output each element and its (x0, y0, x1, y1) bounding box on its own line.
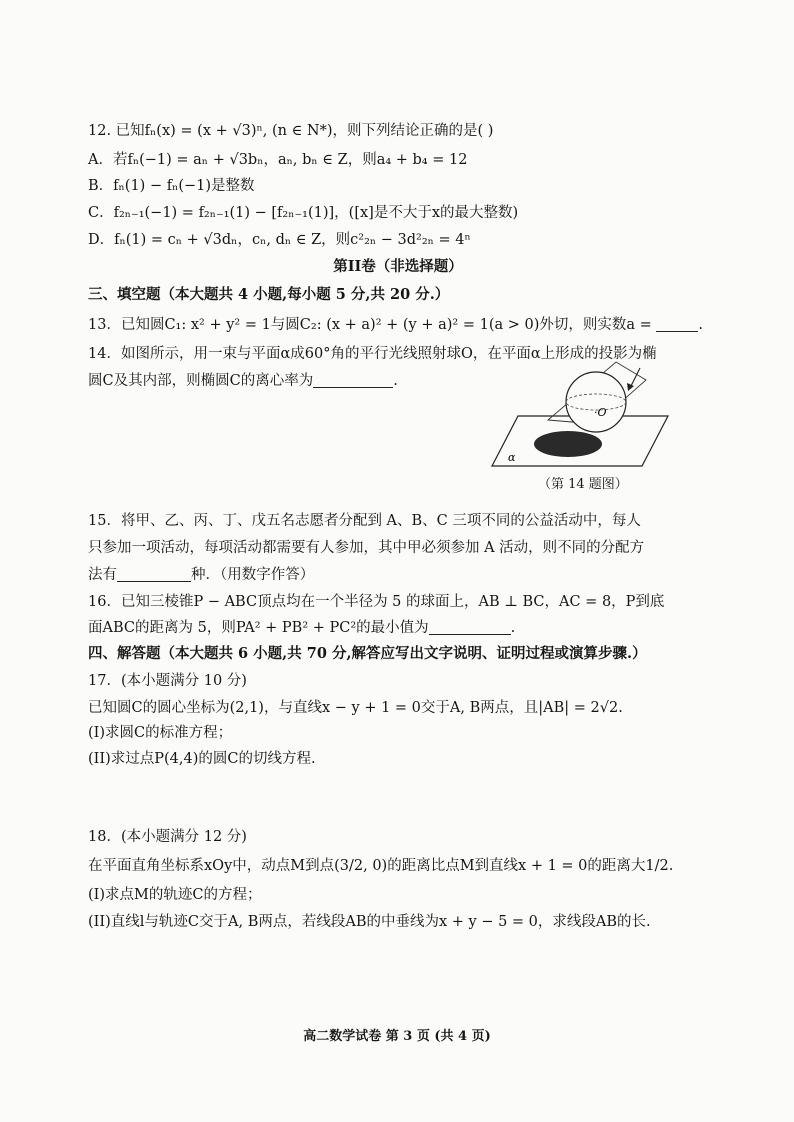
q15-post: 种．（用数字作答） (191, 567, 315, 583)
q15-answer-blank (117, 565, 191, 582)
q14-caption: （第 14 题图） (538, 477, 628, 492)
q17-part1: (I)求圆C的标准方程； (88, 725, 233, 741)
q14-figure (490, 358, 676, 478)
q16-answer-blank (429, 618, 511, 635)
q17-text: 已知圆C的圆心坐标为(2,1)，与直线x − y + 1 = 0交于A, B两点，且|AB| = 2√2. (88, 700, 623, 716)
label-alpha: α (508, 451, 516, 464)
q13-answer-blank (656, 315, 698, 332)
q17-part2: (II)求过点P(4,4)的圆C的切线方程. (88, 751, 316, 767)
q13-text (88, 314, 708, 336)
sphere (566, 372, 626, 432)
q16-end: . (510, 620, 516, 636)
q15-line3 (88, 564, 708, 586)
q14-body: 圆C及其内部，则椭圆C的离心率为 (88, 373, 314, 389)
label-o: ·O (594, 406, 607, 419)
q13-body: 13．已知圆C₁: x² + y² = 1与圆C₂: (x + a)² + (y + a)² = 1(a > 0)外切，则实数a = (88, 317, 652, 333)
q18-part1: (I)求点M的轨迹C的方程； (88, 887, 262, 903)
shadow-ellipse (534, 431, 602, 457)
q15-line1: 15．将甲、乙、丙、丁、戊五名志愿者分配到 A、B、C 三项不同的公益活动中，每人 (88, 513, 641, 529)
q14-answer-blank (313, 371, 393, 388)
q12-option-b: B．fₙ(1) − fₙ(−1)是整数 (88, 178, 255, 194)
q18-part2: (II)直线l与轨迹C交于A, B两点，若线段AB的中垂线为x + y − 5 = 0，求线段AB的长. (88, 914, 651, 930)
q12-option-d: D．fₙ(1) = cₙ + √3dₙ，cₙ, dₙ ∈ Z，则c²₂ₙ − 3d²₂ₙ = 4ⁿ (88, 232, 471, 248)
q14-end: . (393, 373, 398, 389)
q15-line2: 只参加一项活动，每项活动都需要有人参加，其中甲必须参加 A 活动，则不同的分配方 (88, 540, 645, 556)
q12-option-c: C．f₂ₙ₋₁(−1) = f₂ₙ₋₁(1) − [f₂ₙ₋₁(1)]，([x]是不大于x的最大整数) (88, 205, 519, 221)
q14-line1: 14．如图所示，用一束与平面α成60°角的平行光线照射球O，在平面α上形成的投影为椭 (88, 346, 657, 362)
section4-title: 四、解答题（本大题共 6 小题,共 70 分,解答应写出文字说明、证明过程或演算步骤.） (88, 645, 647, 662)
section3-title: 三、填空题（本大题共 4 小题,每小题 5 分,共 20 分.） (88, 286, 450, 303)
q15-pre: 法有 (88, 567, 117, 583)
page-footer: 高二数学试卷 第 3 页 (共 4 页) (303, 1029, 491, 1044)
q13-end: . (698, 317, 703, 333)
q16-line1: 16．已知三棱锥P − ABC顶点均在一个半径为 5 的球面上，AB ⊥ BC，AC = 8，P到底 (88, 594, 665, 610)
q17-header: 17．(本小题满分 10 分) (88, 673, 247, 689)
q16-body: 面ABC的距离为 5，则PA² + PB² + PC²的最小值为 (88, 620, 429, 636)
q18-text: 在平面直角坐标系xOy中，动点M到点(3/2, 0)的距离比点M到直线x + 1 = 0的距离大1/2. (88, 858, 674, 874)
q12-option-a: A．若fₙ(−1) = aₙ + √3bₙ，aₙ, bₙ ∈ Z，则a₄ + b₄ = 12 (88, 152, 468, 168)
q12-stem: 12. 已知fₙ(x) = (x + √3)ⁿ, (n ∈ N*)，则下列结论正确的是( ) (88, 123, 494, 139)
arrow-head (627, 383, 634, 391)
q18-header: 18．(本小题满分 12 分) (88, 829, 247, 845)
part2-title: 第II卷（非选择题） (333, 258, 463, 275)
q16-line2 (88, 617, 708, 639)
